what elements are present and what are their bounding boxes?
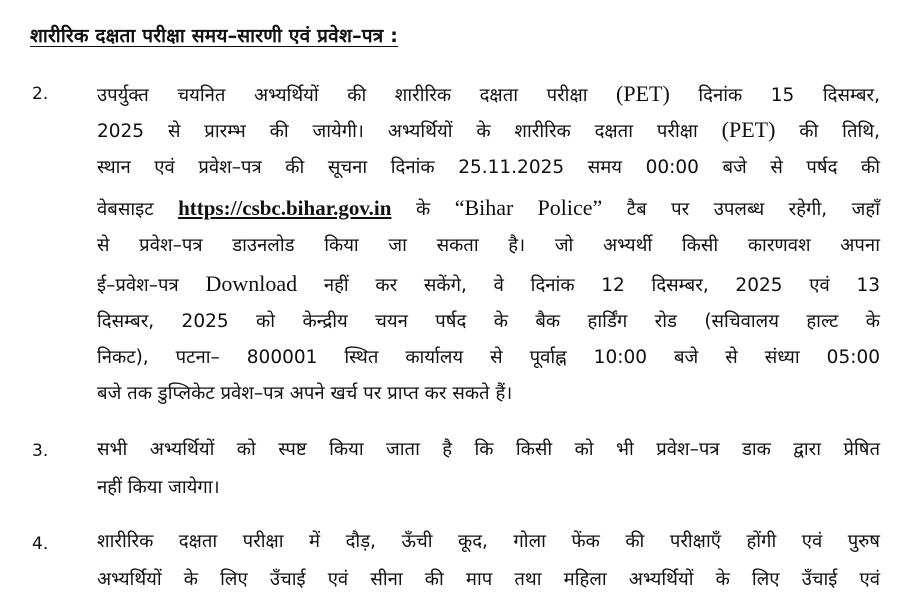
text-line: सभी अभ्यर्थियों को स्पष्ट किया जाता है कि किसी को भी प्रवेश–पत्र डाक द्वारा प्रेषित [97, 439, 880, 460]
website-link[interactable]: https://csbc.bihar.gov.in [178, 196, 392, 220]
text-line: बजे तक डुप्लिकेट प्रवेश–पत्र अपने खर्च पर प्राप्त कर सकते हैं। [97, 383, 513, 404]
text-line: उपर्युक्त चयनित अभ्यर्थियों की शारीरिक दक्षता परीक्षा (PET) दिनांक 15 दिसम्बर, [97, 81, 880, 106]
text-line: दिसम्बर, 2025 को केन्द्रीय चयन पर्षद के बैक हार्डिंग रोड (सचिवालय हाल्ट के [97, 311, 880, 332]
text-line: ई–प्रवेश–पत्र Download नहीं कर सकेंगे, वे दिनांक 12 दिसम्बर, 2025 एवं 13 [97, 271, 881, 296]
text-line: शारीरिक दक्षता परीक्षा में दौड़, ऊँची कूद, गोला फेंक की परीक्षाएँ होंगी एवं पुरुष [97, 531, 880, 552]
text-line: स्थान एवं प्रवेश–पत्र की सूचना दिनांक 25.11.2025 समय 00:00 बजे से पर्षद की [97, 157, 880, 178]
section-heading: शारीरिक दक्षता परीक्षा समय–सारणी एवं प्रवेश–पत्र : [30, 25, 399, 47]
text-line: से प्रवेश–पत्र डाउनलोड किया जा सकता है। जो अभ्यर्थी किसी कारणवश अपना [97, 235, 880, 256]
paragraph-number: 3. [32, 441, 49, 461]
text-line: निकट), पटना– 800001 स्थित कार्यालय से पूर्वाह्न 10:00 बजे से संध्या 05:00 [97, 347, 880, 368]
paragraph-number: 4. [32, 534, 49, 554]
tab-name-quote: “Bihar Police” [454, 195, 603, 220]
text-line: अभ्यर्थियों के लिए उँचाई एवं सीना की माप तथा महिला अभ्यर्थियों के लिए उँचाई एवं [97, 569, 880, 590]
paragraph-number: 2. [32, 84, 49, 104]
text-line: वेबसाइट https://csbc.bihar.gov.in के “Bihar Police” टैब पर उपलब्ध रहेगी, जहाँ [97, 195, 880, 220]
text-line: नहीं किया जायेगा। [97, 477, 220, 498]
text-line: 2025 से प्रारम्भ की जायेगी। अभ्यर्थियों के शारीरिक दक्षता परीक्षा (PET) की तिथि, [97, 117, 880, 142]
